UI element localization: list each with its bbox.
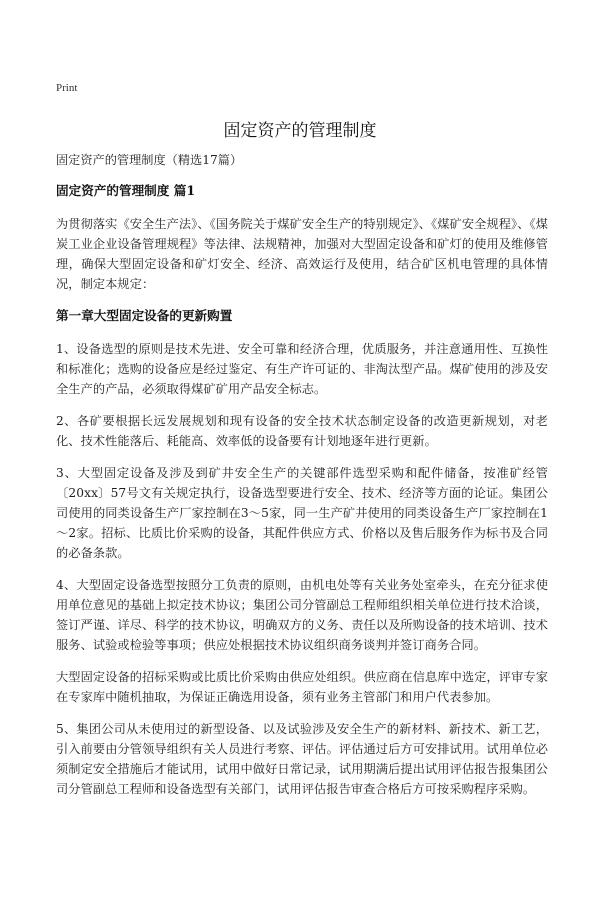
paragraph-item-1: 1、设备选型的原则是技术先进、安全可靠和经济合理，优质服务，并注意通用性、互换性和标准化；选购的设备应是经过鉴定、有生产许可证的、非淘汰型产品。煤矿使用的涉及安全生产的产品，必须取得煤矿矿用产品安全标志。 [56, 342, 548, 396]
document-body [56, 150, 548, 811]
document-title: 固定资产的管理制度 [223, 121, 377, 141]
print-label[interactable]: Print [56, 82, 78, 94]
chapter-heading-1: 第一章大型固定设备的更新购置 [56, 308, 233, 323]
paragraph-item-5: 5、集团公司从未使用过的新型设备、以及试验涉及安全生产的新材料、新技术、新工艺，引入前要由分管领导组织有关人员进行考察、评估。评估通过后方可安排试用。试用单位必须制定安全措施后才能试用，试用中做好日常记录，试用期满后提出试用评估报告报集团公司分管副总工程师和设备选型有关部门，试用评估报告审查合格后方可按采购程序采购。 [56, 722, 548, 796]
paragraph-item-4: 4、大型固定设备选型按照分工负责的原则，由机电处等有关业务处室牵头，在充分征求使用单位意见的基础上拟定技术协议；集团公司分管副总工程师组织相关单位进行技术洽谈，签订严谨、详尽、科学的技术协议，明确双方的义务、责任以及所购设备的技术培训、技术服务、试验或检验等事项；供应处根据技术协议组织商务谈判并签订商务合同。 [56, 578, 548, 652]
paragraph-procurement: 大型固定设备的招标采购或比质比价采购由供应处组织。供应商在信息库中选定，评审专家在专家库中随机抽取，为保证正确选用设备，须有业务主管部门和用户代表参加。 [56, 670, 548, 704]
paragraph-item-2: 2、各矿要根据长远发展规划和现有设备的安全技术状态制定设备的改造更新规划，对老化、技术性能落后、耗能高、效率低的设备要有计划地逐年进行更新。 [56, 414, 548, 448]
document-subtitle: 固定资产的管理制度（精选17篇） [56, 153, 243, 167]
section-heading-1: 固定资产的管理制度 篇1 [56, 183, 196, 198]
paragraph-item-3: 3、大型固定设备及涉及到矿井安全生产的关键部件选型采购和配件储备，按准矿经管〔20xx〕57号文有关规定执行，设备选型要进行安全、技术、经济等方面的论证。集团公司使用的同类设备生产厂家控制在3～5家，同一生产矿井使用的同类设备生产厂家控制在1～2家。招标、比质比价采购的设备，其配件供应方式、价格以及售后服务作为标书及合同的必备条款。 [56, 466, 548, 560]
paragraph-intro: 为贯彻落实《安全生产法》、《国务院关于煤矿安全生产的特别规定》、《煤矿安全规程》、《煤炭工业企业设备管理规程》等法律、法规精神，加强对大型固定设备和矿灯的使用及维修管理，确保大型固定设备和矿灯安全、经济、高效运行及使用，结合矿区机电管理的具体情况，制定本规定： [56, 217, 548, 291]
